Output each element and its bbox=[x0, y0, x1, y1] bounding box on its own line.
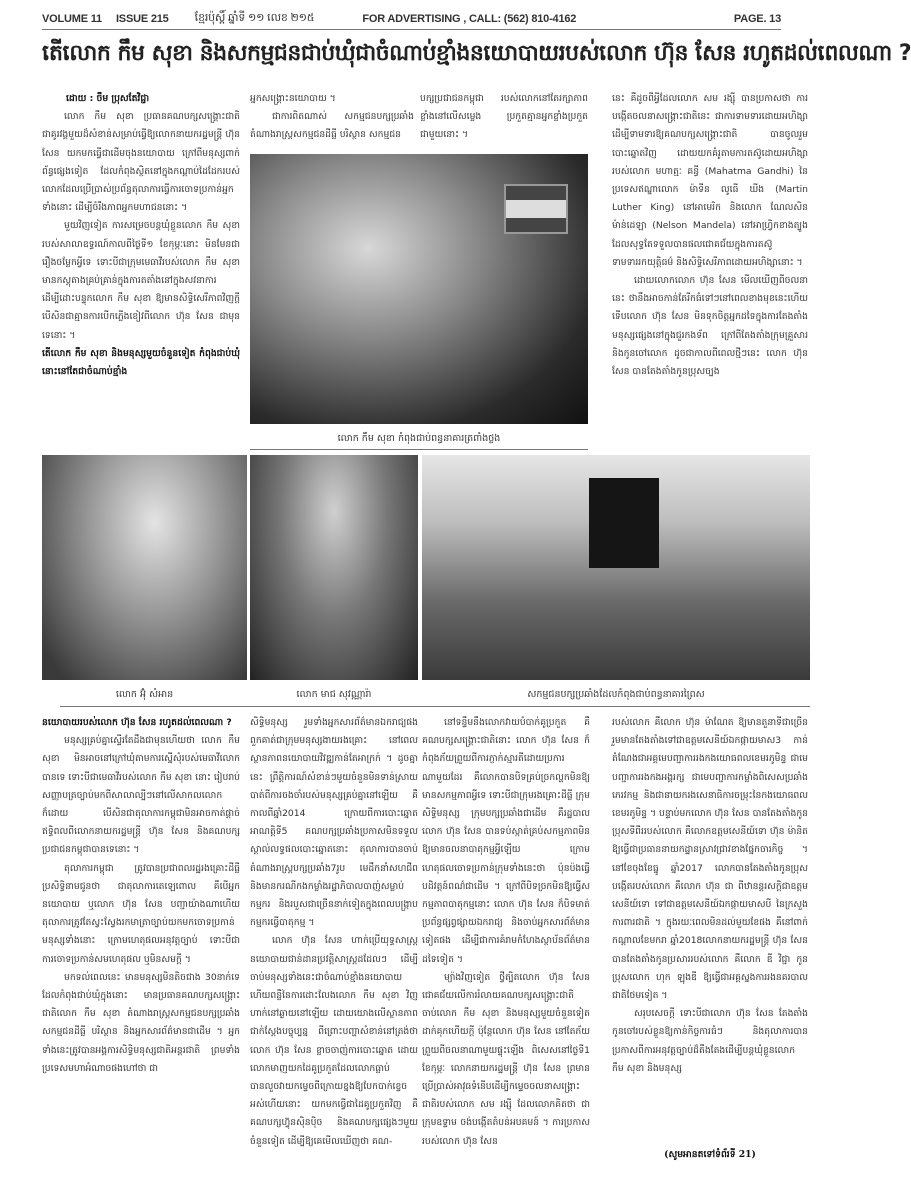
paragraph: នេះ គឺដូចពីអ្វីដែលលោក សម រង្ស៊ី បានប្រកាសថា ការបង្កើតចលនាសង្គ្រោះជាតិនេះ ជាការទាមទារដោយអហិង្សា ដើម្បីទាមទារឱ្យគណបក្សសង្គ្រោះជាតិ បានចូលរួមបោះឆ្នោតវិញ ដោយយកគំរូតាមការតស៊ូដោយអហិង្សារបស់លោក មហាត្មៈ គន្ធី (Mahatma Gandhi) នៃប្រទេសឥណ្ឌាលោក ម៉ាទីន លូធើ ឃីង (Martin Luther King) នៅអាមេរិក និងលោក ណែលសិន ម៉ាន់ដេឡា (Nelson Mandela) នៅអាហ្វ្រិកខាងត្បូង ដែលសុទ្ធតែទទួលបានផលជោគជ័យក្នុងការតស៊ូទាមទាររកយុត្តិធម៌ និងសិទ្ធិសេរីភាពដោយអហិង្សានោះ ។ bbox=[612, 93, 808, 268]
continued-notice[interactable]: (សូមអានតទៅទំព័រទី 21) bbox=[664, 1149, 756, 1160]
paragraph: មួយវិញទៀត ការសម្រេចបន្តឃុំខ្លួនលោក កឹម សុខា របស់សាលាឧទ្ធរណ៍កាលពីថ្ងៃទី១ ខែកុម្ភៈនោះ មិនមែនជារឿងចម្លែកអ្វីទេ ទោះបីជាក្រុមមេធាវីរបស់លោក កឹម សុខា មានកស្តុតាងគ្រប់គ្រាន់ក្នុងការតតាំងនៅក្នុងសវនាការដើម្បីដោះបន្ទុកលោក កឹម សុខា ឱ្យមានសិទ្ធិសេរីភាពវិញក្តី បើសិនជាគ្មានការបើកភ្លើងខៀវពីលោក ហ៊ុន សែន ជាមុនទេនោះ ។ bbox=[42, 220, 240, 341]
column-2-bottom bbox=[250, 714, 418, 1166]
caption-divider bbox=[250, 449, 588, 450]
column-1-top bbox=[42, 90, 240, 450]
paragraph: សិទ្ធិមនុស្ស រួមទាំងអ្នកសារព័ត៌មានឯករាជ្យផង ពួកគាត់ជាក្រុមមនុស្សងាយរងគ្រោះ នៅពេលស្ថានភាពនយោបាយវិវឌ្ឍកាន់តែអាក្រក់ ។ ដូចគ្នានេះ ព្រឹត្តិការណ៍សំខាន់ៗមួយចំនួនមិនទាន់ស្រាយបាត់ពីការចងចាំរបស់មនុស្សគ្រប់គ្នានៅឡើយ គឺកាលពីឆ្នាំ2014 ក្រោយពីការបោះឆ្នោតអាណត្តិទី5 គណបក្សប្រឆាំងប្រកាសមិនទទួលស្គាល់លទ្ធផលបោះឆ្នោតនោះ តុលាការបានចាប់តំណាងរាស្ត្របក្សប្រឆាំង7រូប មេដឹកនាំសហជីព និងមានករណីកងកម្លាំងរដ្ឋាភិបាលបាញ់សម្លាប់កម្មករ និងរបួសជាច្រើននាក់ទៀតក្នុងពេលបង្ក្រាបកម្មករធ្វើបាតុកម្ម ។ bbox=[250, 717, 418, 929]
subheading: នយោបាយរបស់លោក ហ៊ុន សែន រហូតដល់ពេលណា ? bbox=[42, 717, 232, 728]
photo-main-caption: លោក កឹម សុខា កំពុងជាប់ពន្ធនាគារត្រពាំងថ្លង bbox=[337, 433, 501, 444]
paragraph: មនុស្សគ្រប់គ្នាស្ទើរតែដឹងជាមុនហើយថា លោក កឹម សុខា មិនអាចនៅក្រៅឃុំតាមការស្នើសុំរបស់មេធាវីលោកបានទេ ទោះបីជាមេធាវីរបស់លោក កឹម សុខា នោះ រៀបរាប់សញ្ញាបត្រច្បាប់មកពីសាលាល្បីៗនៅលើសាកលលោកក៏ដោយ បើសិនជាតុលាការកម្ពុជាមិនអាចកាត់ផ្តាច់ឥទ្ធិពលពីលោកនាយករដ្ឋមន្ត្រី ហ៊ុន សែន និងគណបក្សប្រជាជនកម្ពុជាបានទេនោះ ។ bbox=[42, 735, 240, 856]
paragraph: លោក កឹម សុខា ប្រធានគណបក្សសង្គ្រោះជាតិ ជាគូរវង្គមួយដ៏សំខាន់សម្រាប់ធ្វើឱ្យលោកនាយករដ្ឋមន្ត្រី ហ៊ុន សែន យកមកធ្វើជាដើមចុងនយោបាយ ក្រៅពីមនុស្សពាក់ព័ន្ធផ្សេងទៀត ដែលកំពុងស្ថិតនៅក្នុងកណ្ដាប់ដៃដែករបស់លោកដែលប្រើប្រាស់ប្រព័ន្ធតុលាការធ្វើការចោទប្រកាន់អ្នកទាំងនោះ ដើម្បីចំរឹងភាពអ្នកមហាជននោះ ។ bbox=[42, 111, 240, 214]
subheading: តើលោក កឹម សុខា និងមនុស្សមួយចំនួនទៀត កំពុងជាប់ឃុំនោះនៅតែជាចំណាប់ខ្មាំង bbox=[42, 347, 240, 378]
photo-kem-sokha-speaking bbox=[250, 154, 588, 424]
photo-activists-prey-sar bbox=[422, 455, 810, 680]
advertising-contact: FOR ADVERTISING , CALL: (562) 810-4162 bbox=[362, 13, 577, 25]
khmer-issue-label: ខ្មែរប៉ុស្តិ៍ ឆ្នាំទី ១១ លេខ ២១៥ bbox=[194, 12, 315, 24]
column-2-top bbox=[250, 90, 414, 146]
paragraph: សរុបសេចក្តី ទោះបីជាលោក ហ៊ុន សែន តែងតាំងកូនចៅរបស់ខ្លួនឱ្យកាន់កិច្ចការធំៗ និងតុលាការបានប្រកាសពីការអនុវត្តច្បាប់ដ៏តឹងតែងដើម្បីបន្តឃុំខ្លួនលោក កឹម សុខា និងមនុស្ស bbox=[612, 1008, 808, 1074]
flag-graphic bbox=[504, 184, 568, 234]
photo-um-sam-an bbox=[42, 455, 247, 680]
paragraph: លោក ហ៊ុន សែន ហាក់ប្រើយុទ្ធសាស្ត្រនយោបាយជាន់ដានប្រវត្តិសាស្ត្រដដែលៗ ដើម្បីចាប់មនុស្សទាំងនេះជាចំណាប់ខ្មាំងនយោបាយ ហើយពន្លឺនៃការដោះលែងលោក កឹម សុខា វិញហាក់នៅឆ្ងាយនៅឡើយ ដោយយោងលើស្ថានភាពជាក់ស្តែងបច្ចុប្បន្ន ពីព្រោះបញ្ហាសំខាន់នៅត្រង់ថា លោក ហ៊ុន សែន ខ្លាចចាញ់ការបោះឆ្នោត ដោយលោកមាញយកដៃគូប្រកួតដែលលោកធ្លាប់បានលួចវាយកម្ទេចពីក្រោយខ្នងឱ្យបែកបាក់ខ្ទេចអស់ហើយនោះ យកមកធ្វើជាដៃគូប្រកួតវិញ គឺគណបក្សហ៊្វុនស៊ិនប៉ិច និងគណបក្សផ្សេងៗមួយចំនួនទៀត ដើម្បីឱ្យគេមើលឃើញថា គណ- bbox=[250, 935, 418, 1147]
paragraph: អ្នកសង្គ្រោះនយោបាយ ។ bbox=[250, 93, 336, 104]
paragraph: បក្សប្រជាជនកម្ពុជា របស់លោកនៅតែរក្សាភាពខ្លាំងនៅលើសម្លេង ប្រកួតគ្មានអ្នកខ្លាំងប្រកួតជាមួយនោះ ។ bbox=[420, 93, 588, 141]
volume-label: VOLUME 11 bbox=[42, 13, 102, 25]
photo-caption-3: សកម្មជនបក្សប្រឆាំងដែលកំពុងជាប់ពន្ធនាគារព្រៃស bbox=[527, 689, 705, 700]
photo-caption-1: លោក អ៊ុំ សំអាន bbox=[115, 689, 174, 700]
byline: ដោយ : ចឹម ប្រុសតែវិជ្ជា bbox=[66, 93, 150, 104]
column-4-top bbox=[612, 90, 808, 448]
paragraph: នៅទន្ទឹមនឹងលោកវាយបំបាក់គូប្រកួត គឺគណបក្សសង្គ្រោះជាតិនោះ លោក ហ៊ុន សែន ក៏កំពុងភ័យព្រួយពីការភ្ញាក់ស្មារតីដោយប្រការណាមួយដែរ គឺលោកបានបិទគ្រប់ច្រកល្ហកមិនឱ្យមានសកម្មភាពអ្វីទេ ទោះបីជាក្រុមរងគ្រោះដីធ្លី ក្រុមសិទ្ធិមនុស្ស ក្រុមបក្សប្រឆាំងជាដើម គឺរដ្ឋបាលលោក ហ៊ុន សែន បានទប់ស្កាត់គ្រប់សកម្មភាពមិនឱ្យមានចលនាបាតុកម្មអ្វីឡើយ ក្រោមហេតុផលចោទប្រកាន់ក្រុមទាំងនេះថា ប៉ុនប៉ងធ្វើបដិវត្តន៍ពណ៌ជាដើម ។ ក្រៅពីបិទច្រកមិនឱ្យធ្វើសកម្មភាពបាតុកម្មនោះ លោក ហ៊ុន សែន ក៏បិទមាត់ប្រព័ន្ធផ្សព្វផ្សាយឯករាជ្យ និងចាប់អ្នកសារព័ត៌មានទៀតផង ដើម្បីជាការគំរាមកំហែងស្ថាប័នព័ត៌មានដទៃទៀត ។ bbox=[422, 717, 590, 965]
header-divider bbox=[42, 29, 781, 30]
column-3-top bbox=[420, 90, 588, 146]
paragraph: ម្យ៉ាងវិញទៀត ថ្វីត្បិតលោក ហ៊ុន សែន ជោគជ័យលើការរំលាយគណបក្សសង្គ្រោះជាតិ ចាប់លោក កឹម សុខា និងមនុស្សមួយចំនួនទៀតដាក់គុកហើយក្តី ប៉ុន្តែលោក ហ៊ុន សែន នៅតែភ័យព្រួយពីចលនាណាមួយផ្ទុះឡើង ពិសេសនៅថ្ងៃទី1 ខែកុម្ភៈ លោកនាយករដ្ឋមន្ត្រី ហ៊ុន សែន ព្រមានប្រើប្រាស់អាវុធទំនើបដើម្បីកម្ទេចចលនាសង្គ្រោះជាតិរបស់លោក សម រង្ស៊ី ដែលលោកគិតថា ជាក្រុមឧទ្ទាម ចង់បង្កើតតំបន់អបគមន៍ ។ ការប្រកាសរបស់លោក ហ៊ុន សែន bbox=[422, 971, 590, 1147]
page-number: PAGE. 13 bbox=[733, 13, 781, 25]
photo-row-divider bbox=[60, 706, 810, 707]
paragraph: ដោយលោកលោក ហ៊ុន សែន មើលឃើញពីចលនានេះ ថានឹងអាចកាន់តែរីកធំទៅៗនៅពេលខាងមុខនេះហើយ ទើបលោក ហ៊ុន សែន មិនទុកចិត្តអ្នកដទៃក្នុងការតែងតាំងមនុស្សផ្សេងនៅក្នុងជួរកងទ័ព ក្រៅពីតែងតាំងក្រុមគ្រួសារ និងកូនចៅលោក ដូចជាកាលពីពេលថ្មីៗនេះ លោក ហ៊ុន សែន បានតែងតាំងកូនប្រុសច្បង bbox=[612, 275, 808, 378]
photo-meach-sovannara bbox=[250, 455, 418, 680]
column-3-bottom bbox=[422, 714, 590, 1166]
photo-caption-2: លោក មាជ សុវណ្ណារ៉ា bbox=[296, 689, 372, 700]
continued-notice-box bbox=[612, 1146, 808, 1168]
paragraph: ជាការពិតណាស់ សកម្មជនបក្សប្រឆាំង តំណាងរាស្ត្រសកម្មជនដីធ្លី បរិស្ថាន សកម្មជន bbox=[250, 111, 414, 141]
column-1-bottom bbox=[42, 714, 240, 1166]
column-4-bottom bbox=[612, 714, 808, 1149]
page-header bbox=[42, 9, 781, 29]
issue-label: ISSUE 215 bbox=[115, 13, 169, 25]
paragraph: របស់លោក គឺលោក ហ៊ុន ម៉ាណែត ឱ្យមានតួនាទីជាច្រើន រួមមានតែងតាំងទៅជាឧត្តមសេនីយ៍ឯកផ្កាយមាស3 កាន់តំណែងជាអគ្គមេបញ្ជាការរងកងយោធពលខេមរភូមិន្ទ ជាមេបញ្ជាការរងកងអង្គរក្ស ជាមេបញ្ជាការកម្លាំងពិសេសប្រឆាំងភេរវកម្ម និងជានាយករងសេនាធិការចម្រុះនៃកងយោធពលខេមរភូមិន្ទ ។ បន្ទាប់មកលោក ហ៊ុន សែន បានតែងតាំងកូនប្រុសទីពីររបស់លោក គឺលោកឧត្តមសេនីយ៍ទោ ហ៊ុន ម៉ានិត ឱ្យធ្វើជាប្រធាននាយកដ្ឋានស្រាវជ្រាវខាងផ្នែកចារកិច្ច ។ នៅខែចុងខែធ្នូ ឆ្នាំ2017 លោកបានតែងតាំងកូនប្រុសបង្កើតរបស់លោក គឺលោក ហ៊ុន ជា ពីឋានន្តរសក្តិជាឧត្តមសេនីយ៍ទោ ទៅជាឧត្តមសេនីយ៍ឯកផ្កាយមាសបី នៃក្រសួងការពារជាតិ ។ ក្នុងរយៈពេលមិនដល់មួយខែផង គឺនៅពាក់កណ្ដាលខែមករា ឆ្នាំ2018លោកនាយករដ្ឋមន្ត្រី ហ៊ុន សែន បានតែងតាំងកូនប្រសាររបស់លោក គឺលោក ឌី វិជ្ជា កូនប្រុសលោក ហុក ឡុងឌី ឱ្យធ្វើជាអគ្គស្នងការរងនគរបាលជាតិថែមទៀត ។ bbox=[612, 717, 808, 1002]
paragraph: តុលាការកម្ពុជា ត្រូវបានប្រជាពលរដ្ឋរងគ្រោះដីធ្លី ប្រសិទ្ធិនាមជូនថា ជាតុលាការតេឡេពោល គឺបើអ្នកនយោបាយ ឬលោក ហ៊ុន សែន បញ្ជាយ៉ាងណាហើយ តុលាការត្រូវតែស្វះស្វែងរកមាត្រាច្បាប់យកមកចោទប្រកាន់មនុស្សទាំងនោះ ក្រោមហេតុផលអនុវត្តច្បាប់ ទោះបីជាការចោទប្រកាន់សមហេតុផល ឬមិនសមក្តី ។ bbox=[42, 862, 240, 965]
paragraph: មកទល់ពេលនេះ មានមនុស្សមិនតិចជាង 30នាក់ទេ ដែលកំពុងជាប់ឃុំក្នុងនោះ មានប្រធានគណបក្សសង្គ្រោះជាតិលោក កឹម សុខា តំណាងរាស្ត្រសកម្មជនបក្សប្រឆាំង សកម្មជនដីធ្លី បរិស្ថាន និងអ្នកសារព័ត៌មានជាដើម ។ អ្នកទាំងនេះត្រូវបានអង្គការសិទ្ធិមនុស្សជាតិអន្តរជាតិ ព្រមទាំងប្រទេសមហាអំណាចផងហៅថា ជា bbox=[42, 971, 240, 1074]
article-headline: តើលោក កឹម សុខា និងសកម្មជនជាប់ឃុំជាចំណាប់ខ្មាំងនយោបាយរបស់លោក ហ៊ុន សែន រហូតដល់ពេលណា ? bbox=[42, 41, 911, 66]
doorway-graphic bbox=[589, 478, 659, 568]
